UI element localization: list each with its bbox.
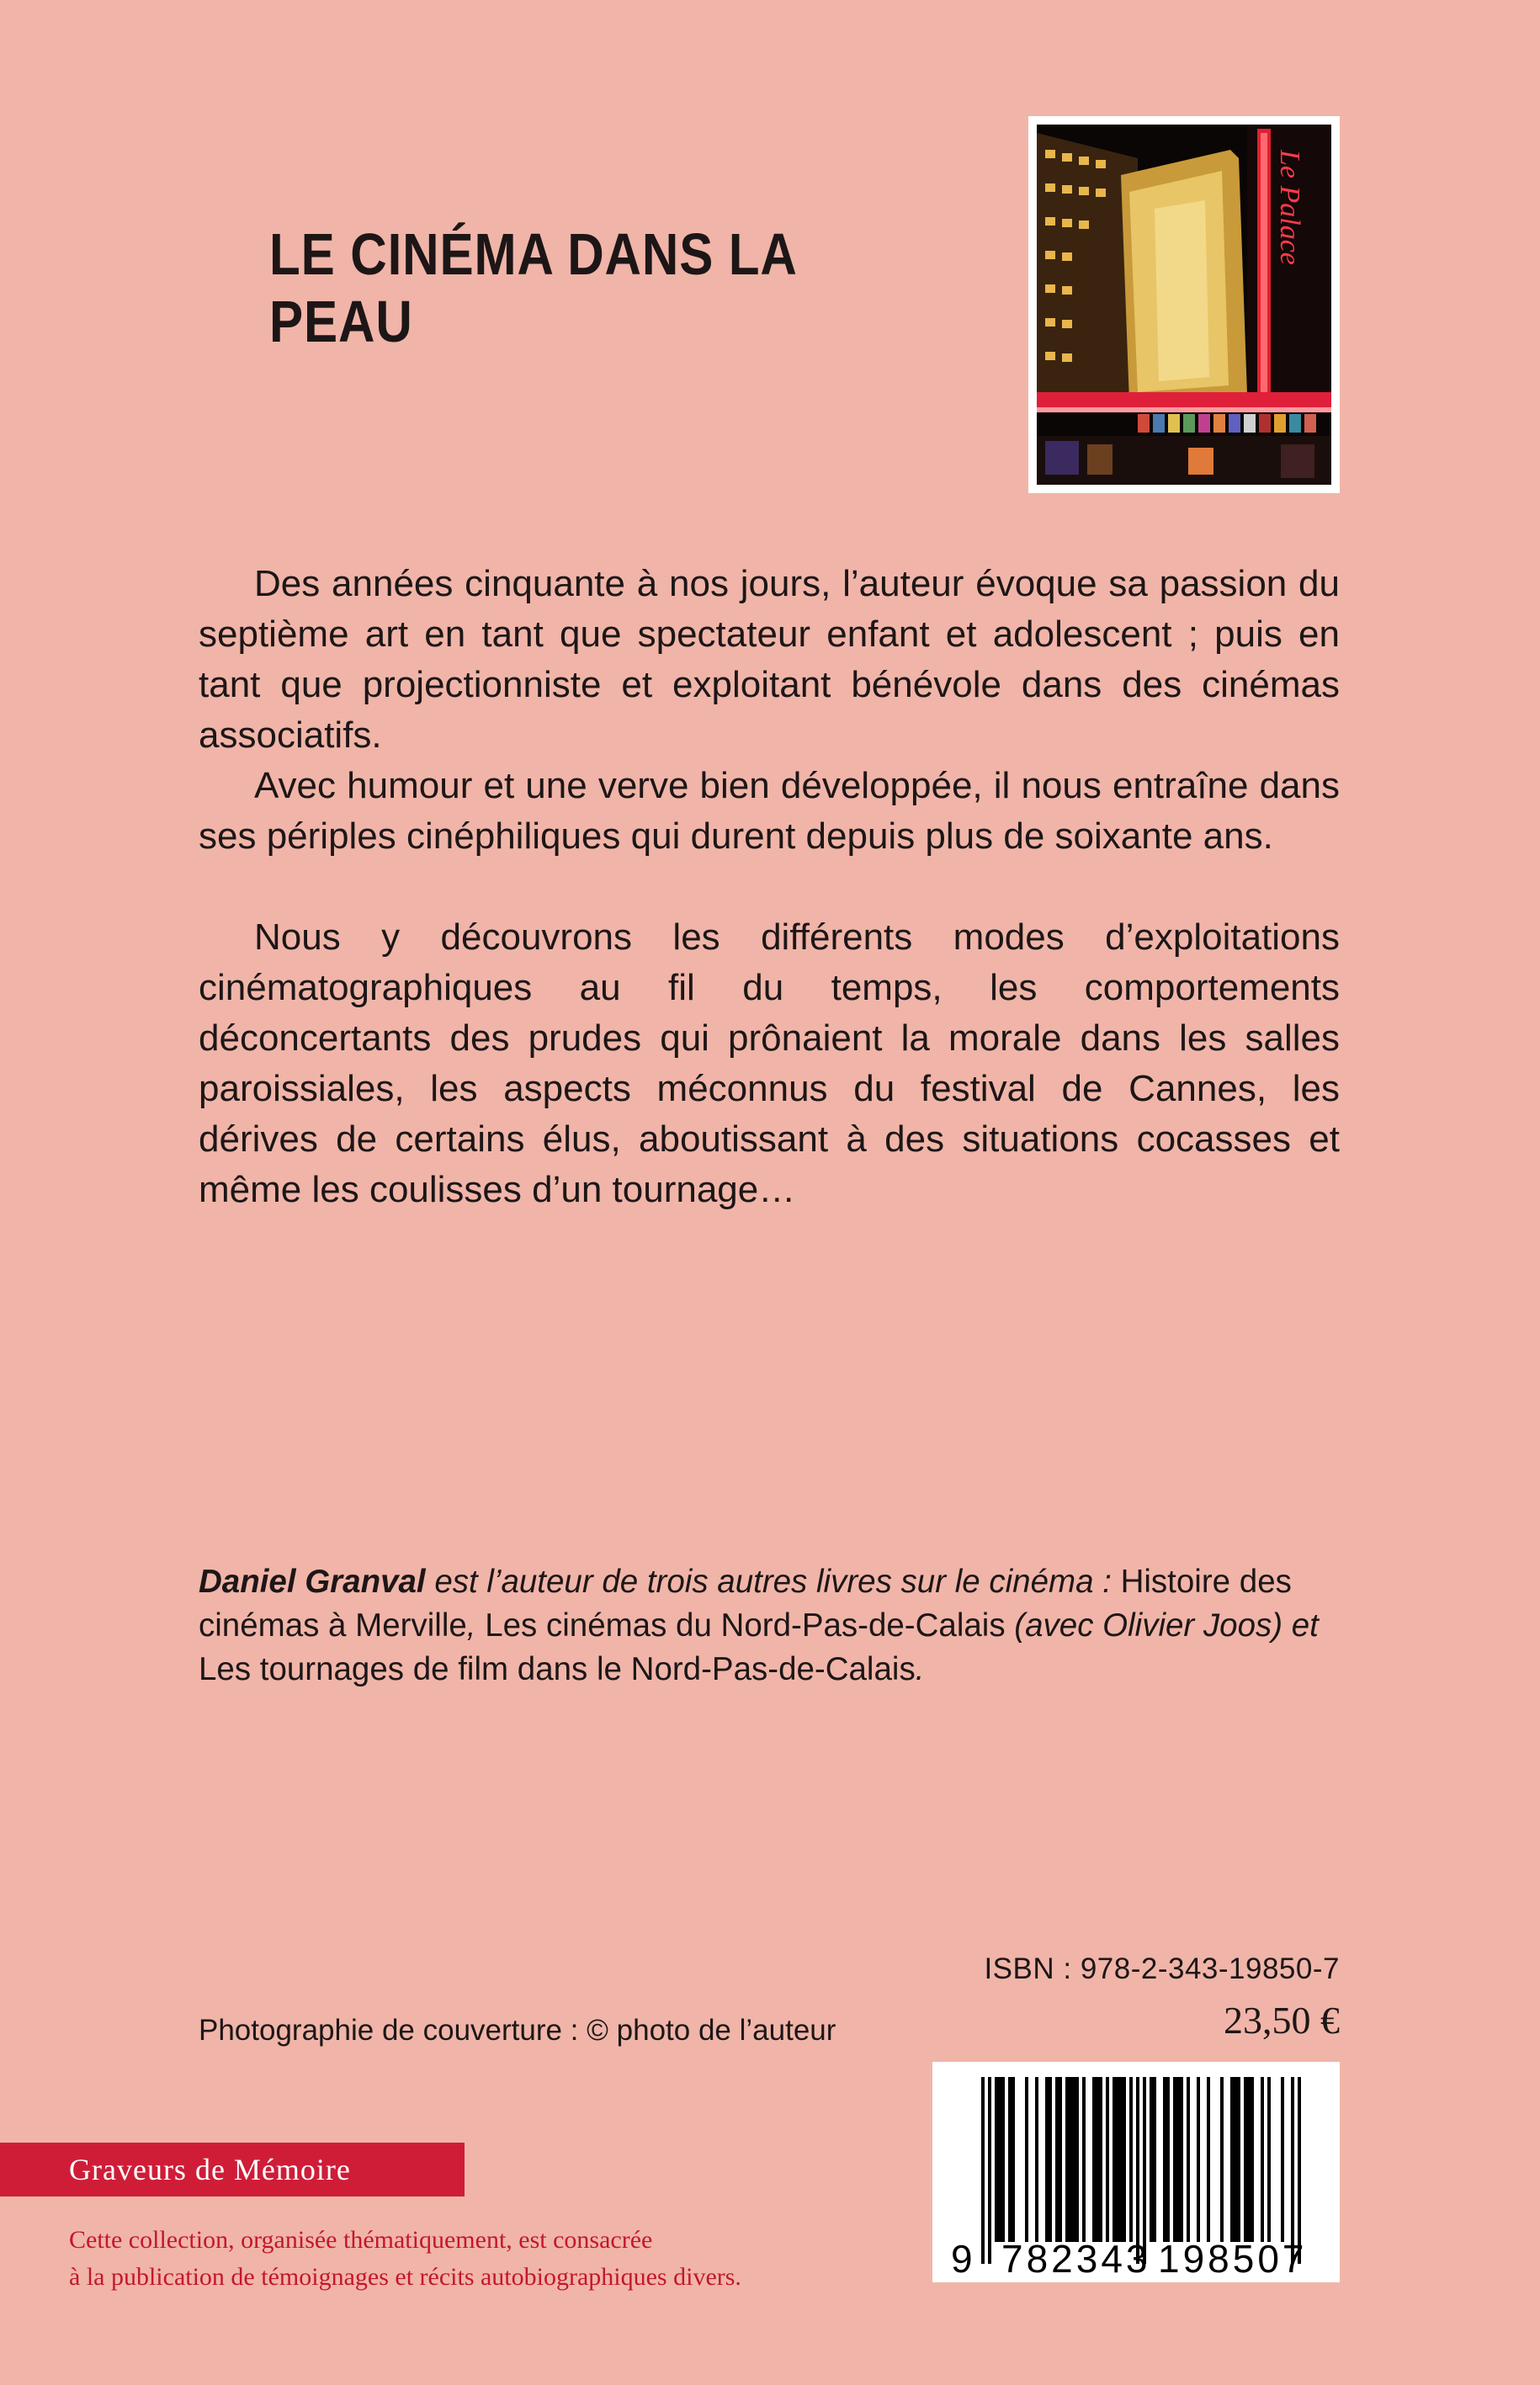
barcode-bar	[1082, 2077, 1086, 2242]
barcode-bar	[1247, 2077, 1251, 2242]
barcode-bar	[1045, 2077, 1049, 2242]
barcode-bar	[1281, 2077, 1284, 2242]
author-name: Daniel Granval	[199, 1564, 426, 1600]
barcode-bar	[1244, 2077, 1247, 2242]
barcode-bar	[1106, 2077, 1109, 2242]
collection-description-line-2: à la publication de témoignages et récits autobiographiques divers.	[69, 2263, 741, 2291]
photo-credit: Photographie de couverture : © photo de l’auteur	[199, 2014, 836, 2047]
barcode-bar	[1197, 2077, 1200, 2242]
barcode-bar	[1298, 2077, 1301, 2264]
book-title: LE CINÉMA DANS LA PEAU	[269, 221, 796, 354]
collection-description-line-1: Cette collection, organisée thématiquement, est consacrée	[69, 2226, 653, 2254]
barcode-bar	[1173, 2077, 1176, 2242]
bio-coauthor: (avec Olivier Joos) et	[1005, 1607, 1319, 1644]
barcode-bar	[995, 2077, 998, 2242]
barcode-bar	[1035, 2077, 1038, 2242]
cover-photo	[1028, 116, 1340, 493]
bio-book-3: Les tournages de film dans le Nord-Pas-de-Calais	[199, 1651, 916, 1687]
barcode-bar	[988, 2077, 991, 2264]
collection-name: Graveurs de Mémoire	[0, 2143, 465, 2196]
barcode-bar	[1166, 2077, 1170, 2242]
summary-text	[199, 559, 1340, 1215]
palace-sign-text: Le Palace	[1274, 150, 1305, 265]
barcode-bars	[932, 2062, 1340, 2282]
barcode-bar	[1092, 2077, 1096, 2242]
bio-book-1: Histoire des cinémas à Merville	[199, 1564, 1292, 1644]
author-bio	[199, 1560, 1340, 1692]
bio-intro: est l’auteur de trois autres livres sur le cinéma :	[425, 1564, 1121, 1600]
summary-paragraph-2: Avec humour et une verve bien développée, il nous entraîne dans ses périples cinéphiliques qui durent depuis plus de soixante ans.	[199, 765, 1340, 857]
barcode-left-digits: 782343	[1001, 2237, 1151, 2281]
barcode-right-digits: 198507	[1158, 2237, 1308, 2281]
barcode-bar	[1123, 2077, 1126, 2242]
barcode-bar	[1187, 2077, 1190, 2242]
barcode-bar	[1251, 2077, 1254, 2242]
summary-paragraph-1: Des années cinquante à nos jours, l’auteur évoque sa passion du septième art en tant que spectateur enfant et adolescent ; puis en tant que projectionniste et exploitant bénévole dans des cinémas associatifs.	[199, 563, 1340, 756]
barcode-bar	[1099, 2077, 1102, 2242]
summary-paragraph-3: Nous y découvrons les différents modes d’exploitations cinématographiques au fil du temps, les comportements déconcertants des prudes qui prônaient la morale dans les salles paroissiales, les aspects méconnus du festival de Cannes, les dérives de certains élus, aboutissant à des situations cocasses et même les coulisses d’un tournage…	[199, 916, 1340, 1210]
barcode-bar	[1113, 2077, 1116, 2242]
barcode-bar	[1136, 2077, 1139, 2264]
barcode-bar	[1001, 2077, 1005, 2242]
collection-description	[69, 2222, 911, 2296]
barcode-bar	[1049, 2077, 1052, 2242]
barcode-bar	[1150, 2077, 1153, 2242]
barcode-bar	[1129, 2077, 1133, 2242]
price: 23,50 €	[1224, 1999, 1340, 2042]
barcode-bar	[1207, 2077, 1210, 2242]
barcode-bar	[1055, 2077, 1059, 2242]
barcode-first-digit: 9	[951, 2237, 973, 2281]
barcode-bar	[1069, 2077, 1072, 2242]
barcode-bar	[1230, 2077, 1234, 2242]
barcode-bar	[1119, 2077, 1123, 2242]
barcode-bar	[1291, 2077, 1294, 2264]
barcode-bar	[1072, 2077, 1075, 2242]
barcode-bar	[1234, 2077, 1237, 2242]
barcode-bar	[1143, 2077, 1146, 2264]
barcode-bar	[1075, 2077, 1079, 2242]
barcode-bar	[1008, 2077, 1012, 2242]
barcode-bar	[1261, 2077, 1264, 2242]
barcode-bar	[998, 2077, 1001, 2242]
barcode-bar	[1153, 2077, 1156, 2242]
barcode-bar	[1267, 2077, 1271, 2242]
isbn: ISBN : 978-2-343-19850-7	[984, 1952, 1340, 1985]
barcode-bar	[1065, 2077, 1069, 2242]
bio-book-2: Les cinémas du Nord-Pas-de-Calais	[485, 1607, 1006, 1644]
barcode-bar	[1176, 2077, 1180, 2242]
barcode-bar	[1059, 2077, 1062, 2242]
bio-separator: ,	[466, 1607, 486, 1644]
barcode-bar	[1025, 2077, 1028, 2242]
barcode-bar	[1180, 2077, 1183, 2242]
barcode-bar	[1220, 2077, 1224, 2242]
cinema-facade-photo-icon	[1037, 125, 1331, 485]
barcode	[932, 2062, 1340, 2282]
barcode-bar	[1012, 2077, 1015, 2242]
barcode-bar	[981, 2077, 985, 2264]
barcode-bar	[1163, 2077, 1166, 2242]
bio-end: .	[915, 1651, 925, 1687]
barcode-bar	[1096, 2077, 1099, 2242]
barcode-bar	[1237, 2077, 1240, 2242]
barcode-bar	[1116, 2077, 1119, 2242]
